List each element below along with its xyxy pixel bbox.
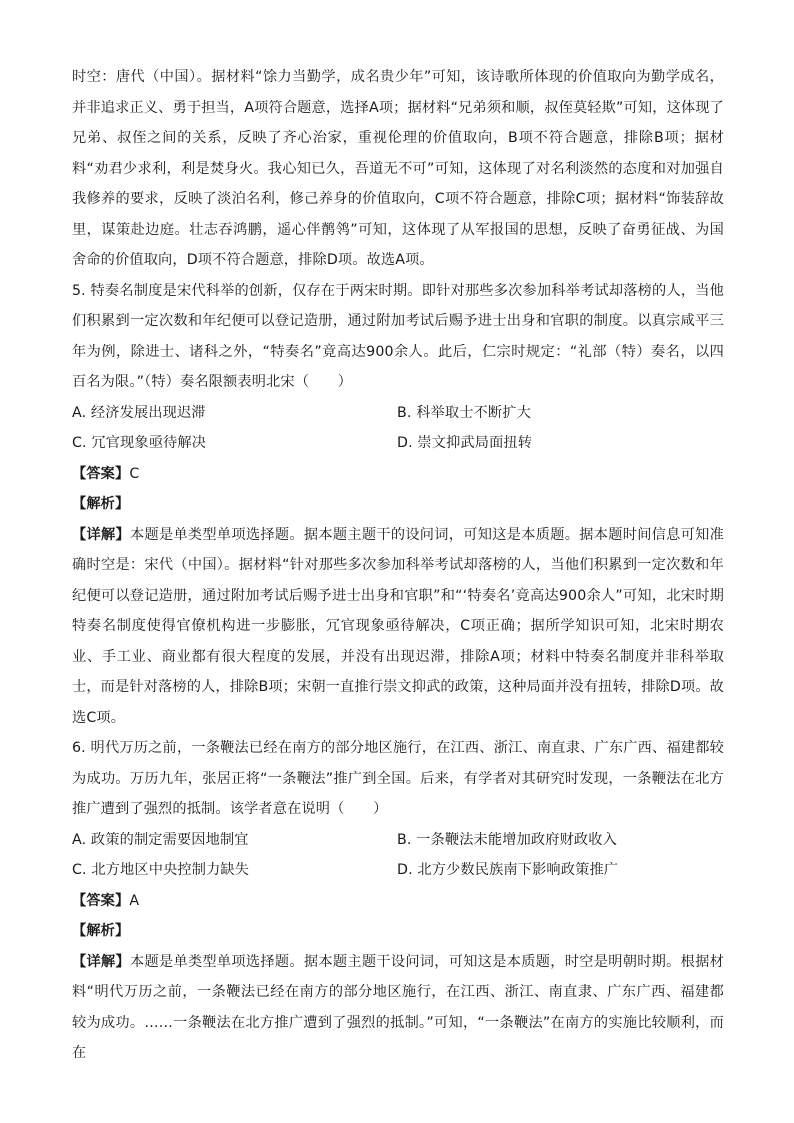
q5-detail-tag: 【详解】 [72, 526, 130, 543]
q6-analysis [72, 916, 724, 947]
q6-detail-text: 本题是单类型单项选择题。据本题主题干设问词，可知这是本质题，时空是明朝时期。根据材料“明代万历之前，一条鞭法已经在南方的部分地区施行，在江西、浙江、南直隶、广东广西、福建都较为成功。……一条鞭法在北方推广遭到了强烈的抵制。”可知，“一条鞭法”在南方的实施比较顺利，而在 [72, 953, 724, 1061]
q5-analysis [72, 489, 724, 520]
q5-option-d: D. 崇文抑武局面扭转 [397, 435, 533, 451]
q6-options [72, 825, 724, 886]
q6-answer [72, 886, 724, 917]
q6-option-b: B. 一条鞭法未能增加政府财政收入 [397, 831, 617, 848]
q6-option-c: C. 北方地区中央控制力缺失 [72, 862, 250, 878]
page-content [72, 62, 724, 1069]
q6-option-a: A. 政策的制定需要因地制宜 [72, 831, 249, 848]
q4-analysis-tail: 时空：唐代（中国）。据材料“馀力当勤学，成名贵少年”可知，该诗歌所体现的价值取向为勤学成名，并非追求正义、勇于担当，A项符合题意，选择A项；据材料“兄弟须和顺，叔侄莫轻欺”可知，这体现了兄弟、叔侄之间的关系，反映了齐心治家，重视伦理的价值取向，B项不符合题意，排除B项；据材料“劝君少求利，利是焚身火。我心知已久，吾道无不可”可知，这体现了对名利淡然的态度和对加强自我修养的要求，反映了淡泊名利，修己养身的价值取向，C项不符合题意，排除C项；据材料“饰装辞故里，谋策赴边庭。壮志吞鸿鹏，遥心伴鹡鸰”可知，这体现了从军报国的思想，反映了奋勇征战、为国舍命的价值取向，D项不符合题意，排除D项。故选A项。 [72, 69, 724, 268]
q5-stem: 5. 特奏名制度是宋代科举的创新，仅存在于两宋时期。即针对那些多次参加科举考试却落榜的人，当他们积累到一定次数和年纪便可以登记造册，通过附加考试后赐予进士出身和官职的制度。以真宗咸平三年为例，除进士、诸科之外，“特奏名”竟高达900余人。此后，仁宗时规定：“礼部（特）奏名，以四百名为限。”（特）奏名限额表明北宋（ ） [72, 282, 724, 390]
q5-detail-text: 本题是单类型单项选择题。据本题主题干的设问词，可知这是本质题。据本题时间信息可知准确时空是：宋代（中国）。据材料“针对那些多次参加科举考试却落榜的人，当他们积累到一定次数和年纪便可以登记造册，通过附加考试后赐予进士出身和官职”和“‘特奏名’竟高达900余人”可知，北宋时期特奏名制度使得官僚机构进一步膨胀，冗官现象亟待解决，C项正确；据所学知识可知，北宋时期农业、手工业、商业都有很大程度的发展，并没有出现迟滞，排除A项；材料中特奏名制度并非科举取士，而是针对落榜的人，排除B项；宋朝一直推行崇文抑武的政策，这种局面并没有扭转，排除D项。故选C项。 [72, 526, 724, 726]
q5-options [72, 398, 724, 459]
q6-answer-value: A [129, 892, 140, 909]
q6-option-d: D. 北方少数民族南下影响政策推广 [397, 862, 619, 878]
q5-detail [72, 520, 724, 734]
q5-answer-tag: 【答案】 [72, 465, 130, 482]
q6-stem: 6. 明代万历之前，一条鞭法已经在南方的部分地区施行，在江西、浙江、南直隶、广东广西、福建都较为成功。万历九年，张居正将“一条鞭法”推广到全国。后来，有学者对其研究时发现，一条鞭法在北方推广遭到了强烈的抵制。该学者意在说明（ ） [72, 740, 724, 817]
q5-option-b: B. 科举取士不断扩大 [397, 404, 531, 421]
q5-answer [72, 459, 724, 490]
q6-answer-tag: 【答案】 [72, 892, 130, 909]
q6-detail [72, 947, 724, 1069]
q5-analysis-tag: 【解析】 [72, 496, 130, 512]
q6-detail-tag: 【详解】 [72, 953, 130, 970]
q5-option-a: A. 经济发展出现迟滞 [72, 404, 206, 421]
q6-analysis-tag: 【解析】 [72, 923, 130, 939]
q5-option-c: C. 冗官现象亟待解决 [72, 435, 207, 451]
q5-answer-value: C [129, 465, 140, 482]
